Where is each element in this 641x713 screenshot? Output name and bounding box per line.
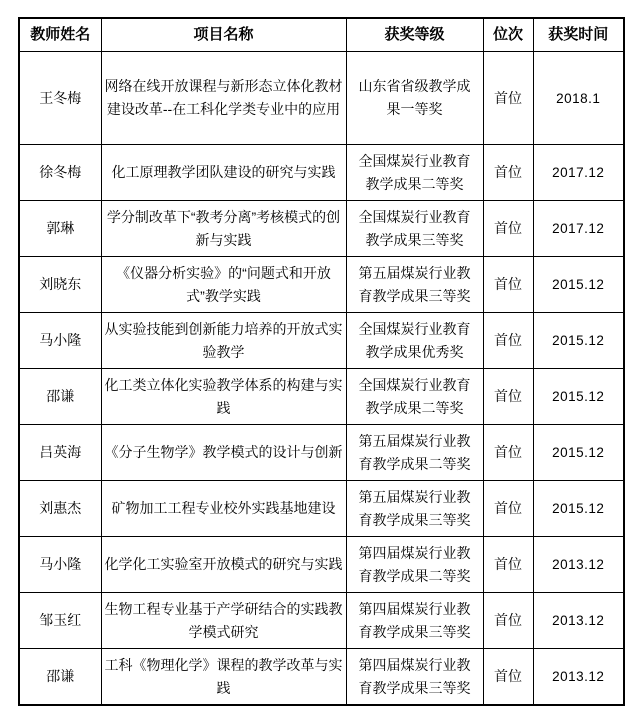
awards-table (18, 17, 625, 706)
award-level-cell: 山东省省级教学成果一等奖 (346, 52, 483, 145)
award-date-cell: 2015.12 (533, 425, 624, 481)
table-row (19, 481, 624, 537)
rank-cell: 首位 (483, 313, 533, 369)
column-header-rank: 位次 (483, 18, 533, 52)
column-header-project-name: 项目名称 (101, 18, 346, 52)
rank-cell: 首位 (483, 257, 533, 313)
award-date-cell: 2015.12 (533, 313, 624, 369)
project-name-cell: 学分制改革下“教考分离”考核模式的创新与实践 (101, 201, 346, 257)
table-row (19, 313, 624, 369)
column-header-award-date: 获奖时间 (533, 18, 624, 52)
project-name-cell: 化工原理教学团队建设的研究与实践 (101, 145, 346, 201)
rank-cell: 首位 (483, 201, 533, 257)
header-row (19, 18, 624, 52)
award-level-cell: 第四届煤炭行业教育教学成果三等奖 (346, 593, 483, 649)
project-name-cell: 网络在线开放课程与新形态立体化教材建设改革--在工科化学类专业中的应用 (101, 52, 346, 145)
award-level-cell: 全国煤炭行业教育教学成果优秀奖 (346, 313, 483, 369)
project-name-cell: 工科《物理化学》课程的教学改革与实践 (101, 649, 346, 706)
teacher-name-cell: 徐冬梅 (19, 145, 101, 201)
award-date-cell: 2017.12 (533, 201, 624, 257)
award-date-cell: 2018.1 (533, 52, 624, 145)
table-body (19, 52, 624, 706)
project-name-cell: 矿物加工工程专业校外实践基地建设 (101, 481, 346, 537)
award-date-cell: 2013.12 (533, 537, 624, 593)
award-level-cell: 全国煤炭行业教育教学成果二等奖 (346, 369, 483, 425)
award-date-cell: 2013.12 (533, 593, 624, 649)
table-row (19, 52, 624, 145)
award-date-cell: 2015.12 (533, 369, 624, 425)
project-name-cell: 化工类立体化实验教学体系的构建与实践 (101, 369, 346, 425)
table-row (19, 593, 624, 649)
award-date-cell: 2013.12 (533, 649, 624, 706)
award-level-cell: 全国煤炭行业教育教学成果二等奖 (346, 145, 483, 201)
award-level-cell: 第四届煤炭行业教育教学成果二等奖 (346, 537, 483, 593)
teacher-name-cell: 郭琳 (19, 201, 101, 257)
rank-cell: 首位 (483, 537, 533, 593)
rank-cell: 首位 (483, 52, 533, 145)
rank-cell: 首位 (483, 369, 533, 425)
table-header-row (19, 18, 624, 52)
rank-cell: 首位 (483, 425, 533, 481)
teacher-name-cell: 刘晓东 (19, 257, 101, 313)
teacher-name-cell: 马小隆 (19, 313, 101, 369)
rank-cell: 首位 (483, 593, 533, 649)
teacher-name-cell: 邵谦 (19, 369, 101, 425)
award-level-cell: 全国煤炭行业教育教学成果三等奖 (346, 201, 483, 257)
project-name-cell: 化学化工实验室开放模式的研究与实践 (101, 537, 346, 593)
rank-cell: 首位 (483, 481, 533, 537)
rank-cell: 首位 (483, 145, 533, 201)
project-name-cell: 生物工程专业基于产学研结合的实践教学模式研究 (101, 593, 346, 649)
award-level-cell: 第四届煤炭行业教育教学成果三等奖 (346, 649, 483, 706)
teacher-name-cell: 王冬梅 (19, 52, 101, 145)
teacher-name-cell: 刘惠杰 (19, 481, 101, 537)
award-level-cell: 第五届煤炭行业教育教学成果三等奖 (346, 481, 483, 537)
table-row (19, 145, 624, 201)
award-date-cell: 2015.12 (533, 481, 624, 537)
award-level-cell: 第五届煤炭行业教育教学成果二等奖 (346, 425, 483, 481)
teacher-name-cell: 邵谦 (19, 649, 101, 706)
teacher-name-cell: 吕英海 (19, 425, 101, 481)
column-header-teacher-name: 教师姓名 (19, 18, 101, 52)
project-name-cell: 《分子生物学》教学模式的设计与创新 (101, 425, 346, 481)
table-row (19, 257, 624, 313)
table-row (19, 425, 624, 481)
teacher-name-cell: 邹玉红 (19, 593, 101, 649)
award-date-cell: 2017.12 (533, 145, 624, 201)
table-row (19, 369, 624, 425)
table-row (19, 537, 624, 593)
rank-cell: 首位 (483, 649, 533, 706)
project-name-cell: 从实验技能到创新能力培养的开放式实验教学 (101, 313, 346, 369)
award-date-cell: 2015.12 (533, 257, 624, 313)
table-row (19, 201, 624, 257)
table-row (19, 649, 624, 706)
project-name-cell: 《仪器分析实验》的“问题式和开放式”教学实践 (101, 257, 346, 313)
column-header-award-level: 获奖等级 (346, 18, 483, 52)
teacher-name-cell: 马小隆 (19, 537, 101, 593)
award-level-cell: 第五届煤炭行业教育教学成果三等奖 (346, 257, 483, 313)
